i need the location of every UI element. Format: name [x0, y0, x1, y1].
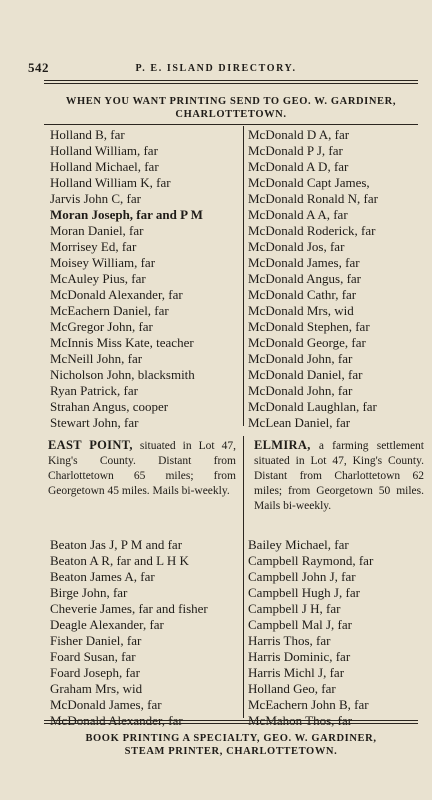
east-point-description: [48, 438, 236, 499]
list-item: McDonald John, far: [248, 383, 353, 398]
page-number: 542: [28, 60, 49, 75]
list-item: Holland Geo, far: [248, 681, 336, 696]
list-item: Deagle Alexander, far: [50, 617, 164, 632]
list-item: McDonald A D, far: [248, 159, 349, 174]
list-item: McMahon Thos, far: [248, 713, 353, 728]
list-item: Strahan Angus, cooper: [50, 399, 169, 414]
top-ad-line-2: CHARLOTTETOWN.: [175, 109, 287, 120]
list-item: Campbell John J, far: [248, 569, 356, 584]
top-ad-line-1: WHEN YOU WANT PRINTING SEND TO GEO. W. GARDINER,: [65, 96, 397, 107]
list-item: McAuley Pius, far: [50, 271, 146, 286]
list-item: Beaton James A, far: [50, 569, 155, 584]
list-item: Ryan Patrick, far: [50, 383, 138, 398]
list-item: Cheverie James, far and fisher: [50, 601, 208, 616]
list-item: Campbell Mal J, far: [248, 617, 352, 632]
list-item: McDonald Jos, far: [248, 239, 345, 254]
list-item: McDonald Alexander, far: [50, 287, 183, 302]
list-item: Beaton A R, far and L H K: [50, 553, 189, 568]
list-item: Fisher Daniel, far: [50, 633, 142, 648]
list-item: Harris Thos, far: [248, 633, 331, 648]
list-item: Holland Michael, far: [50, 159, 159, 174]
list-item: McDonald Mrs, wid: [248, 303, 354, 318]
list-item-postmaster: Beaton Jas J, P M and far: [50, 537, 183, 552]
elmira-body: a farming settlement situated in Lot 47, King's County. Distant from Charlottetown 62 miles; from Georgetown 50 miles. Mails bi-weekly.: [254, 440, 424, 512]
bottom-advertisement: [44, 732, 418, 758]
list-item: Campbell Raymond, far: [248, 553, 374, 568]
list-item: McDonald Cathr, far: [248, 287, 357, 302]
east-point-body: situated in Lot 47, King's County. Distant from Charlottetown 65 miles; from Georgetown 45 miles. Mails bi-weekly.: [48, 440, 237, 497]
section2-right-column: [248, 537, 428, 729]
list-item: McDonald P J, far: [248, 143, 343, 158]
list-item: Foard Joseph, far: [50, 665, 140, 680]
list-item: McEachern Daniel, far: [50, 303, 169, 318]
running-head: P. E. ISLAND DIRECTORY.: [135, 63, 297, 74]
top-rule: [44, 80, 418, 81]
east-point-heading: EAST POINT,: [48, 438, 133, 452]
list-item: Holland William, far: [50, 143, 158, 158]
list-item: Bailey Michael, far: [248, 537, 349, 552]
section2-left-column: [50, 537, 240, 729]
list-item: Harris Michl J, far: [248, 665, 345, 680]
list-item: McDonald Angus, far: [248, 271, 362, 286]
list-item: McDonald Ronald N, far: [248, 191, 378, 206]
list-item: McInnis Miss Kate, teacher: [50, 335, 194, 350]
bottom-rule-double: [44, 723, 418, 724]
list-item: Morrisey Ed, far: [50, 239, 137, 254]
column-divider-upper: [243, 126, 244, 426]
list-item: Graham Mrs, wid: [50, 681, 143, 696]
list-item: McDonald Roderick, far: [248, 223, 376, 238]
list-item: Holland B, far: [50, 127, 125, 142]
list-item: Campbell Hugh J, far: [248, 585, 360, 600]
list-item: McDonald A A, far: [248, 207, 348, 222]
elmira-description: [254, 438, 424, 514]
top-advertisement: [44, 95, 418, 121]
list-item: Harris Dominic, far: [248, 649, 351, 664]
list-item: McDonald Laughlan, far: [248, 399, 377, 414]
list-item: Moisey William, far: [50, 255, 156, 270]
column-divider-lower: [243, 436, 244, 718]
ad-separator-rule: [44, 124, 418, 125]
list-item: McDonald John, far: [248, 351, 353, 366]
list-item: McDonald Capt James,: [248, 175, 370, 190]
list-item: McLean Daniel, far: [248, 415, 351, 430]
list-item: Jarvis John C, far: [50, 191, 141, 206]
list-item: McNeill John, far: [50, 351, 143, 366]
section1-left-column: [50, 127, 240, 431]
list-item: McDonald George, far: [248, 335, 366, 350]
list-item: Foard Susan, far: [50, 649, 136, 664]
elmira-heading: ELMIRA,: [254, 438, 311, 452]
list-item: Moran Daniel, far: [50, 223, 144, 238]
bottom-rule: [44, 720, 418, 721]
list-item: McDonald Stephen, far: [248, 319, 370, 334]
list-item: McGregor John, far: [50, 319, 153, 334]
list-item: Birge John, far: [50, 585, 128, 600]
top-rule-double: [44, 83, 418, 84]
list-item-postmaster: Moran Joseph, far and P M: [50, 207, 203, 222]
list-item: Nicholson John, blacksmith: [50, 367, 195, 382]
bottom-ad-line-2: STEAM PRINTER, CHARLOTTETOWN.: [124, 746, 338, 757]
bottom-ad-line-1: BOOK PRINTING A SPECIALTY, GEO. W. GARDINER,: [85, 733, 377, 744]
list-item: McDonald D A, far: [248, 127, 350, 142]
list-item: McDonald James, far: [248, 255, 360, 270]
list-item: Campbell J H, far: [248, 601, 341, 616]
list-item: McDonald James, far: [50, 697, 162, 712]
list-item: McDonald Daniel, far: [248, 367, 363, 382]
list-item: Stewart John, far: [50, 415, 139, 430]
list-item: Holland William K, far: [50, 175, 171, 190]
list-item: McEachern John B, far: [248, 697, 369, 712]
list-item: McDonald Alexander, far: [50, 713, 183, 728]
section1-right-column: [248, 127, 428, 431]
